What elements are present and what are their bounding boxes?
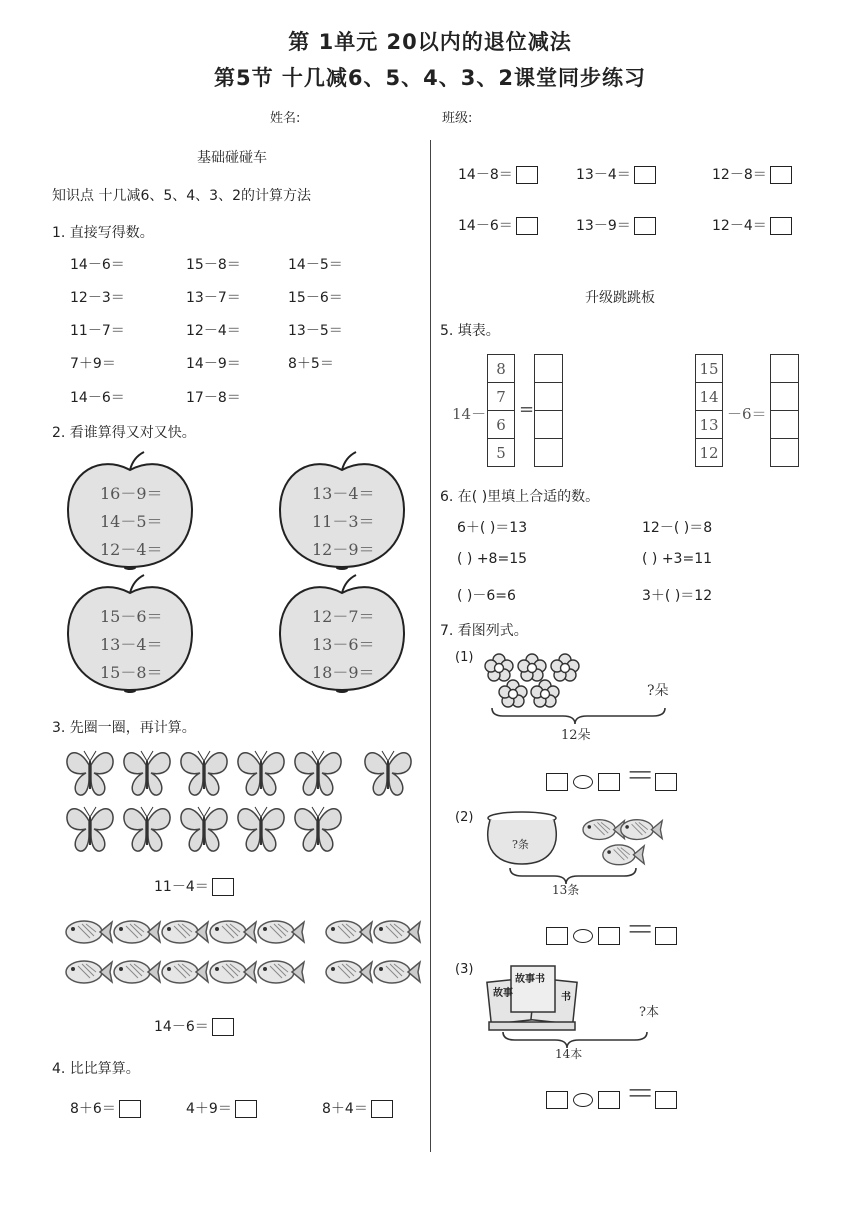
- q7-title: 7. 看图列式。: [440, 623, 528, 639]
- answer-cell[interactable]: [771, 383, 799, 411]
- answer-box[interactable]: [516, 217, 538, 235]
- q1-cell: 15－8＝: [186, 257, 241, 273]
- q7-p1-label: (1): [455, 650, 474, 665]
- answer-cell[interactable]: [535, 439, 563, 467]
- q1-cell: 12－3＝: [70, 290, 125, 306]
- q4-eq-text: 14－8＝: [458, 167, 513, 183]
- answer-box[interactable]: [235, 1100, 257, 1118]
- table-cell: 14: [696, 383, 723, 411]
- q3-title: 3. 先圈一圈，再计算。: [52, 720, 196, 736]
- butterflies: [64, 745, 424, 855]
- q4-eq: [712, 215, 792, 235]
- q1-cell: 14－5＝: [288, 257, 343, 273]
- answer-cell[interactable]: [535, 383, 563, 411]
- q1-cell: 13－7＝: [186, 290, 241, 306]
- table-cell: 5: [488, 439, 515, 467]
- class-label: 班级:: [442, 111, 473, 126]
- fish-icon: [258, 921, 304, 943]
- butterfly-icon: [181, 751, 227, 795]
- answer-box[interactable]: [546, 773, 568, 791]
- section-advanced-title: 升级跳跳板: [585, 290, 655, 306]
- fish-icon: [326, 961, 372, 983]
- fish-icon: [210, 961, 256, 983]
- q6-item: ( ) +3=11: [642, 551, 713, 567]
- answer-box[interactable]: [770, 217, 792, 235]
- fish-group: [64, 912, 424, 997]
- operator-oval[interactable]: [573, 1093, 593, 1107]
- butterfly-icon: [295, 751, 341, 795]
- fish-icon: [66, 921, 112, 943]
- q1-cell: 13－5＝: [288, 323, 343, 339]
- answer-box[interactable]: [634, 166, 656, 184]
- name-label: 姓名:: [270, 111, 301, 126]
- q6-item: 12－( )＝8: [642, 520, 713, 536]
- q5-t2-suffix: －6＝: [727, 405, 767, 423]
- fish-icon: [603, 845, 644, 865]
- apple-eq: 12－9＝: [312, 540, 375, 559]
- q6-item: 6＋( )＝13: [457, 520, 528, 536]
- q7-p3-label: (3): [455, 962, 474, 977]
- apple-eq: 18－9＝: [312, 663, 375, 682]
- answer-box[interactable]: [516, 166, 538, 184]
- q2-apples: [60, 450, 430, 695]
- fish-icon: [258, 961, 304, 983]
- q1-cell: 8＋5＝: [288, 356, 334, 372]
- q1-cell: 14－6＝: [70, 257, 125, 273]
- equals-sign: ＝: [625, 759, 656, 794]
- q1-cell: 11－7＝: [70, 323, 125, 339]
- apple-eq: 12－7＝: [312, 607, 375, 626]
- q4-eq-text: 13－9＝: [576, 218, 631, 234]
- fish-icon: [583, 820, 624, 840]
- answer-cell[interactable]: [535, 411, 563, 439]
- q4-eq-text: 8＋6＝: [70, 1101, 116, 1117]
- equals-sign: =: [519, 399, 535, 420]
- butterfly-icon: [124, 807, 170, 851]
- apple-eq: 13－6＝: [312, 635, 375, 654]
- q4-eq: [712, 164, 792, 184]
- apple-eq: 11－3＝: [312, 512, 375, 531]
- flower-icon: [551, 654, 579, 681]
- answer-box[interactable]: [770, 166, 792, 184]
- q4-eq-text: 12－4＝: [712, 218, 767, 234]
- table-cell: 8: [488, 355, 515, 383]
- answer-box[interactable]: [212, 1018, 234, 1036]
- fish-icon: [162, 921, 208, 943]
- page-subtitle: 第5节 十几减6、5、4、3、2课堂同步练习: [214, 66, 646, 90]
- apple-eq: 16－9＝: [100, 484, 163, 503]
- table-cell: 13: [696, 411, 723, 439]
- butterfly-icon: [238, 807, 284, 851]
- answer-box[interactable]: [655, 1091, 677, 1109]
- section-basic-title: 基础碰碰车: [197, 150, 267, 166]
- q3-eq1: [154, 876, 234, 896]
- q7-p3-equation: [546, 1077, 677, 1112]
- apple-eq: 14－5＝: [100, 512, 163, 531]
- q1-cell: 15－6＝: [288, 290, 343, 306]
- fish-icon: [66, 961, 112, 983]
- butterfly-icon: [181, 807, 227, 851]
- books-icon: [487, 966, 577, 1030]
- equals-sign: ＝: [625, 913, 656, 948]
- answer-box[interactable]: [371, 1100, 393, 1118]
- q1-cell: 7＋9＝: [70, 356, 116, 372]
- q6-item: ( )－6=6: [457, 588, 516, 604]
- answer-box[interactable]: [546, 927, 568, 945]
- table-cell: 7: [488, 383, 515, 411]
- q3-eq2-text: 14－6＝: [154, 1019, 209, 1035]
- q4-eq: [576, 164, 656, 184]
- apple-eq: 15－6＝: [100, 607, 163, 626]
- q5-title: 5. 填表。: [440, 323, 500, 339]
- fish-icon: [326, 921, 372, 943]
- equals-sign: ＝: [625, 1077, 656, 1112]
- q7-p3-book-text: 书: [561, 992, 571, 1003]
- q4-eq: [458, 215, 538, 235]
- operator-oval[interactable]: [573, 929, 593, 943]
- q4-eq-text: 4＋9＝: [186, 1101, 232, 1117]
- answer-cell[interactable]: [771, 355, 799, 383]
- table-cell: 15: [696, 355, 723, 383]
- q1-cell: 17－8＝: [186, 390, 241, 406]
- q7-p1-unknown: ?朵: [647, 683, 669, 699]
- q4-title: 4. 比比算算。: [52, 1061, 140, 1077]
- answer-box[interactable]: [119, 1100, 141, 1118]
- q5-t1-prefix: 14－: [452, 405, 487, 423]
- answer-box[interactable]: [546, 1091, 568, 1109]
- q4-eq: [458, 164, 538, 184]
- answer-cell[interactable]: [535, 355, 563, 383]
- apple-eq: 13－4＝: [312, 484, 375, 503]
- flower-icon: [531, 680, 559, 707]
- q7-p1-figure: [483, 650, 683, 745]
- answer-box[interactable]: [655, 773, 677, 791]
- q7-p3-total: 14本: [555, 1047, 583, 1061]
- q4-eq: [186, 1098, 257, 1118]
- butterfly-icon: [67, 751, 113, 795]
- q5-table1-values: [487, 354, 515, 467]
- table-cell: 12: [696, 439, 723, 467]
- q6-item: ( ) +8=15: [457, 551, 528, 567]
- q1-title: 1. 直接写得数。: [52, 225, 154, 241]
- butterfly-icon: [238, 751, 284, 795]
- answer-box[interactable]: [655, 927, 677, 945]
- apple-eq: 15－8＝: [100, 663, 163, 682]
- answer-box[interactable]: [598, 773, 620, 791]
- q4-eq-text: 12－8＝: [712, 167, 767, 183]
- q3-eq1-text: 11－4＝: [154, 879, 209, 895]
- knowledge-point: 知识点 十几减6、5、4、3、2的计算方法: [52, 188, 311, 204]
- q4-eq: [70, 1098, 141, 1118]
- butterfly-icon: [295, 807, 341, 851]
- q3-eq2: [154, 1016, 234, 1036]
- q5-table2-answers: [770, 354, 799, 467]
- butterfly-icon: [67, 807, 113, 851]
- answer-box[interactable]: [634, 217, 656, 235]
- page-title: 第 1单元 20以内的退位减法: [288, 30, 572, 54]
- q1-cell: 12－4＝: [186, 323, 241, 339]
- fish-icon: [114, 961, 160, 983]
- apple-eq: 13－4＝: [100, 635, 163, 654]
- answer-box[interactable]: [212, 878, 234, 896]
- butterfly-icon: [124, 751, 170, 795]
- fish-icon: [374, 921, 420, 943]
- q4-eq-text: 14－6＝: [458, 218, 513, 234]
- apple-eq: 12－4＝: [100, 540, 163, 559]
- q6-item: 3＋( )＝12: [642, 588, 713, 604]
- butterfly-icon: [365, 751, 411, 795]
- q7-p1-total: 12朵: [561, 728, 591, 743]
- answer-cell[interactable]: [771, 439, 799, 467]
- operator-oval[interactable]: [573, 775, 593, 789]
- answer-box[interactable]: [598, 927, 620, 945]
- q4-eq: [576, 215, 656, 235]
- fish-icon: [162, 961, 208, 983]
- q4-eq-text: 13－4＝: [576, 167, 631, 183]
- flower-icon: [485, 654, 513, 681]
- q7-p2-figure: [484, 808, 684, 900]
- q7-p2-label: (2): [455, 810, 474, 825]
- fish-icon: [621, 820, 662, 840]
- q4-eq: [322, 1098, 393, 1118]
- table-cell: 6: [488, 411, 515, 439]
- fish-icon: [374, 961, 420, 983]
- q7-p2-unknown: ?条: [512, 838, 529, 851]
- fish-icon: [210, 921, 256, 943]
- answer-cell[interactable]: [771, 411, 799, 439]
- q7-p2-equation: [546, 913, 677, 948]
- q5-table1-answers: [534, 354, 563, 467]
- q2-title: 2. 看谁算得又对又快。: [52, 425, 196, 441]
- q7-p3-figure: [485, 962, 685, 1062]
- q7-p3-book-text: 故事: [493, 988, 513, 999]
- column-divider: [430, 140, 431, 1152]
- q7-p3-book-text: 故事书: [515, 974, 545, 985]
- flower-icon: [499, 680, 527, 707]
- q6-title: 6. 在( )里填上合适的数。: [440, 489, 600, 505]
- q4-eq-text: 8＋4＝: [322, 1101, 368, 1117]
- q7-p2-total: 13条: [552, 883, 580, 897]
- q7-p3-unknown: ?本: [639, 1005, 659, 1020]
- answer-box[interactable]: [598, 1091, 620, 1109]
- q7-p1-equation: [546, 759, 677, 794]
- flower-icon: [518, 654, 546, 681]
- q5-table2-values: [695, 354, 723, 467]
- q1-cell: 14－9＝: [186, 356, 241, 372]
- fish-icon: [114, 921, 160, 943]
- q1-cell: 14－6＝: [70, 390, 125, 406]
